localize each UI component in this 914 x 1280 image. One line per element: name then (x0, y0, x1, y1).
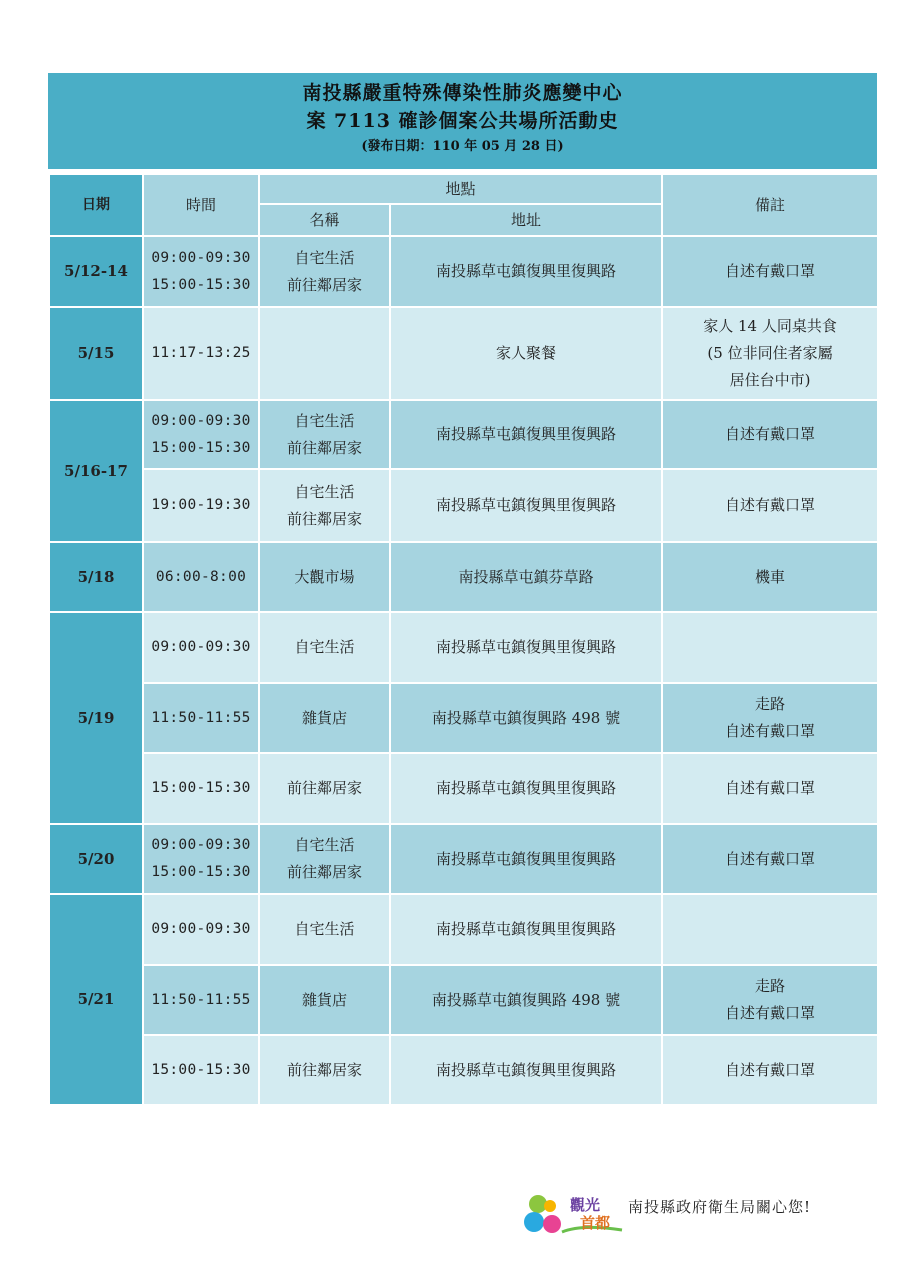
address-cell (390, 824, 662, 894)
address-text: 南投縣草屯鎮芬草路 (458, 567, 594, 586)
header-name: 名稱 (259, 204, 390, 236)
table-row (49, 753, 878, 824)
name-text: 自宅生活 (294, 836, 355, 854)
tourism-capital-logo (522, 1190, 632, 1238)
header-remark: 備註 (662, 174, 878, 236)
name-text: 自宅生活 (294, 482, 355, 501)
remark-cell (662, 1035, 878, 1105)
address-text: 南投縣草屯鎮復興里復興路 (436, 1060, 617, 1079)
address-text: 南投縣草屯鎮復興里復興路 (436, 638, 617, 656)
remark-text: 走路 (755, 977, 786, 995)
time-text: 11:50-11:55 (151, 709, 251, 726)
remark-text: 自述有戴口罩 (725, 1060, 816, 1079)
header-location: 地點 (259, 174, 662, 204)
table-body (49, 236, 878, 1105)
name-text: 前往鄰居家 (286, 438, 362, 457)
time-text: 15:00-15:30 (151, 1061, 251, 1078)
remark-text: 自述有戴口罩 (725, 779, 816, 797)
address-cell (390, 236, 662, 307)
name-cell (259, 965, 390, 1035)
date-cell: 5/12-14 (49, 236, 143, 307)
table-row (49, 612, 878, 683)
address-cell (390, 542, 662, 612)
address-cell (390, 1035, 662, 1105)
name-text: 自宅生活 (294, 638, 355, 656)
remark-cell (662, 400, 878, 469)
time-cell (143, 400, 259, 469)
time-text: 11:50-11:55 (151, 991, 251, 1008)
time-text: 11:17-13:25 (151, 345, 251, 361)
address-text: 南投縣草屯鎮復興里復興路 (436, 496, 617, 514)
name-cell (259, 542, 390, 612)
title-banner (48, 73, 877, 173)
time-cell (143, 894, 259, 965)
address-text: 南投縣草屯鎮復興里復興路 (436, 779, 617, 797)
publish-date: (發布日期：110 年 05 月 28 日) (361, 139, 564, 154)
remark-cell (662, 894, 878, 965)
remark-cell (662, 307, 878, 400)
header-address: 地址 (390, 204, 662, 236)
name-text: 自宅生活 (294, 920, 355, 938)
address-text: 家人聚餐 (496, 344, 557, 362)
remark-cell (662, 965, 878, 1035)
address-cell (390, 612, 662, 683)
time-text: 09:00-09:30 (151, 249, 251, 266)
remark-cell (662, 824, 878, 894)
time-cell (143, 965, 259, 1035)
time-cell (143, 236, 259, 307)
time-cell (143, 469, 259, 542)
remark-text: 機車 (755, 567, 786, 586)
name-text: 雜貨店 (301, 990, 347, 1009)
address-cell (390, 307, 662, 400)
time-text: 06:00-8:00 (155, 568, 247, 585)
remark-cell (662, 542, 878, 612)
activity-history-sheet (48, 73, 877, 1106)
date-cell: 5/16-17 (49, 400, 143, 542)
name-cell (259, 236, 390, 307)
table-row (49, 469, 878, 542)
time-text: 15:00-15:30 (151, 439, 251, 456)
time-cell (143, 824, 259, 894)
page-title: 南投縣嚴重特殊傳染性肺炎應變中心 (302, 82, 623, 104)
address-cell (390, 894, 662, 965)
time-text: 09:00-09:30 (151, 837, 251, 853)
address-text: 南投縣草屯鎮復興路 498 號 (431, 708, 621, 727)
remark-text: 自述有戴口罩 (725, 425, 816, 443)
name-text: 前往鄰居家 (286, 275, 362, 294)
address-cell (390, 469, 662, 542)
time-cell (143, 542, 259, 612)
case-subtitle: 案 7113 確診個案公共場所活動史 (306, 110, 619, 132)
header-date: 日期 (49, 174, 143, 236)
date-cell: 5/18 (49, 542, 143, 612)
address-cell (390, 400, 662, 469)
name-text: 前往鄰居家 (286, 779, 362, 797)
table-row (49, 965, 878, 1035)
footer-message: 南投縣政府衛生局關心您! (628, 1198, 812, 1216)
time-cell (143, 612, 259, 683)
table-row (49, 1035, 878, 1105)
time-text: 09:00-09:30 (151, 639, 251, 655)
name-text: 自宅生活 (294, 248, 355, 267)
address-cell (390, 965, 662, 1035)
activity-table (48, 173, 879, 1106)
name-cell (259, 400, 390, 469)
svg-text:觀光: 觀光 (570, 1196, 601, 1214)
remark-text: 自述有戴口罩 (725, 722, 816, 740)
header-time: 時間 (143, 174, 259, 236)
table-row (49, 683, 878, 753)
address-text: 南投縣草屯鎮復興里復興路 (436, 262, 617, 280)
name-cell (259, 307, 390, 400)
remark-cell (662, 683, 878, 753)
footer (522, 1190, 862, 1238)
table-row (49, 307, 878, 400)
table-row (49, 824, 878, 894)
address-text: 南投縣草屯鎮復興里復興路 (436, 920, 617, 938)
name-cell (259, 1035, 390, 1105)
date-cell: 5/19 (49, 612, 143, 824)
address-cell (390, 753, 662, 824)
remark-text: 家人 14 人同桌共食 (703, 317, 837, 335)
date-cell: 5/21 (49, 894, 143, 1105)
time-text: 15:00-15:30 (151, 276, 251, 293)
remark-cell (662, 612, 878, 683)
date-cell: 5/15 (49, 307, 143, 400)
address-text: 南投縣草屯鎮復興里復興路 (436, 849, 617, 868)
time-cell (143, 1035, 259, 1105)
name-text: 前往鄰居家 (286, 1060, 362, 1079)
table-row (49, 542, 878, 612)
time-text: 09:00-09:30 (151, 921, 251, 937)
remark-cell (662, 469, 878, 542)
address-cell (390, 683, 662, 753)
time-text: 09:00-09:30 (151, 412, 251, 429)
remark-cell (662, 236, 878, 307)
svg-text:首都: 首都 (580, 1214, 611, 1232)
time-text: 15:00-15:30 (151, 780, 251, 796)
name-text: 自宅生活 (294, 411, 355, 430)
remark-text: 自述有戴口罩 (725, 262, 816, 280)
name-cell (259, 612, 390, 683)
time-text: 19:00-19:30 (151, 497, 251, 513)
table-row (49, 236, 878, 307)
table-row (49, 894, 878, 965)
time-cell (143, 683, 259, 753)
name-cell (259, 469, 390, 542)
name-cell (259, 824, 390, 894)
remark-text: 自述有戴口罩 (725, 1004, 816, 1022)
time-cell (143, 753, 259, 824)
remark-cell (662, 753, 878, 824)
name-cell (259, 894, 390, 965)
address-text: 南投縣草屯鎮復興路 498 號 (431, 990, 621, 1009)
date-cell: 5/20 (49, 824, 143, 894)
remark-text: 自述有戴口罩 (725, 849, 816, 868)
time-text: 15:00-15:30 (151, 864, 251, 880)
name-text: 前往鄰居家 (286, 863, 362, 881)
address-text: 南投縣草屯鎮復興里復興路 (436, 425, 617, 443)
name-text: 雜貨店 (301, 708, 347, 727)
time-cell (143, 307, 259, 400)
remark-text: 自述有戴口罩 (725, 496, 816, 514)
name-cell (259, 683, 390, 753)
table-row (49, 400, 878, 469)
remark-text: 走路 (755, 695, 786, 713)
name-cell (259, 753, 390, 824)
name-text: 前往鄰居家 (286, 509, 362, 528)
remark-text: 居住台中市) (729, 371, 811, 389)
remark-text: (5 位非同住者家屬 (707, 344, 833, 362)
name-text: 大觀市場 (294, 567, 355, 586)
